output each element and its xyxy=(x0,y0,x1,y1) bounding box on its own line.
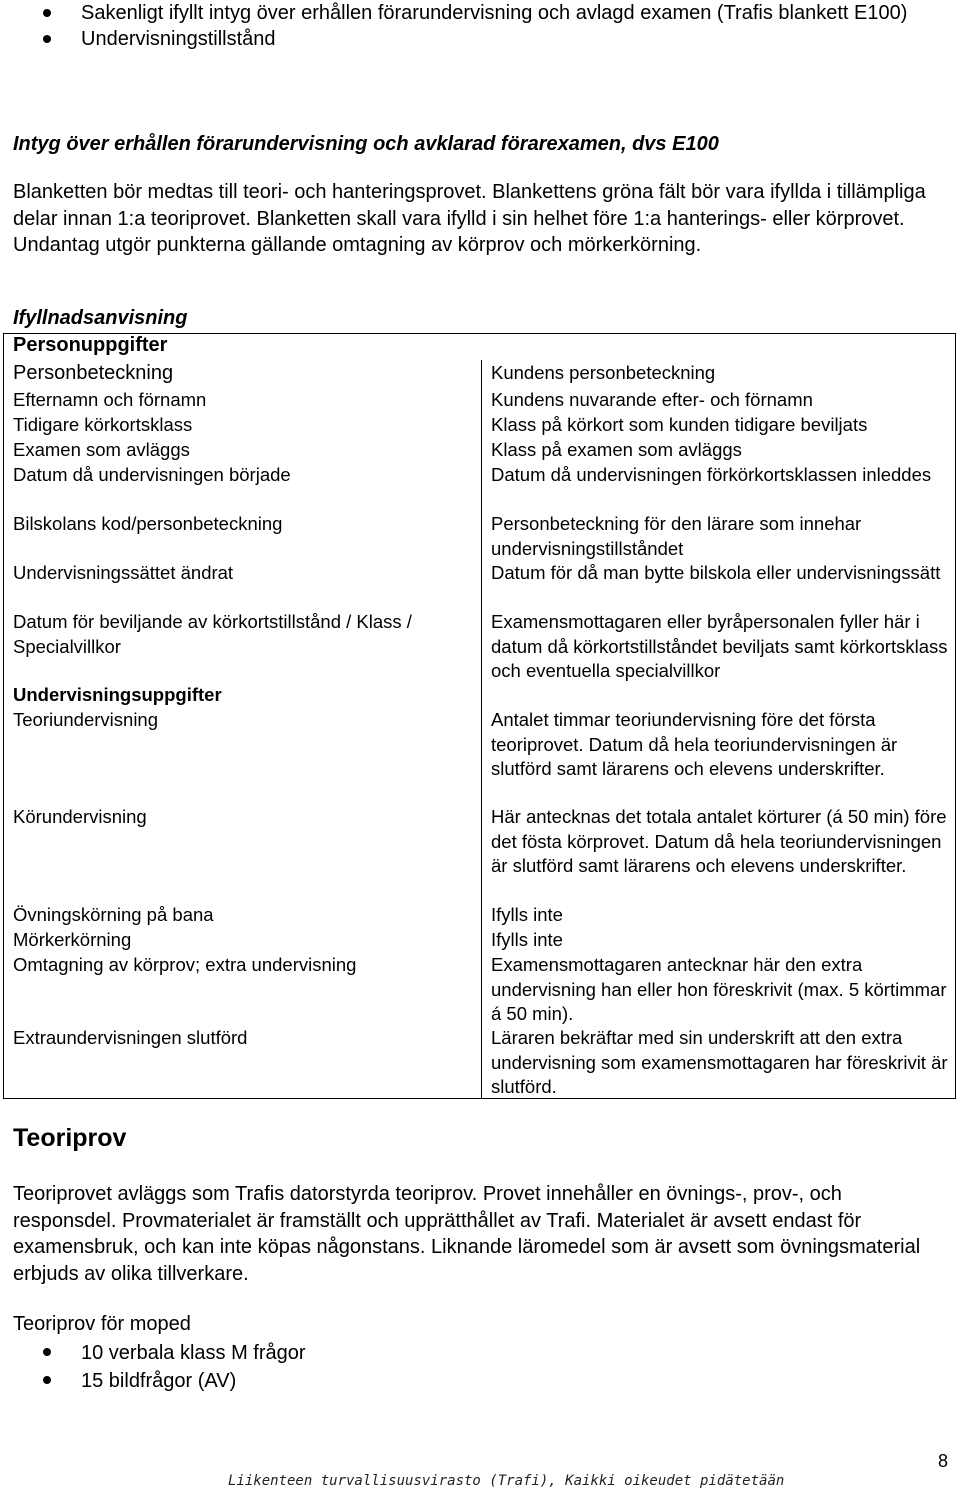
field-description: Kundens nuvarande efter- och förnamn xyxy=(491,389,813,410)
field-label: Bilskolans kod/personbeteckning xyxy=(13,513,283,534)
intyg-paragraph: Blanketten bör medtas till teori- och hanteringsprovet. Blankettens gröna fält bör vara ifyllda i tillämpliga delar innan 1:a teoriprovet. Blanketten skall vara ifylld i sin helhet före 1:a hanterings- eller körprovet. Undantag utgör punkterna gällande omtagning av körprov och mörkerkörning. xyxy=(13,181,926,256)
field-label: Undervisningssättet ändrat xyxy=(13,562,234,583)
list-item: 10 verbala klass M frågor xyxy=(0,1339,306,1367)
instructions-title: Ifyllnadsanvisning xyxy=(13,307,188,329)
field-description: Examensmottagaren antecknar här den extra undervisning han eller hon föreskrivit (max. 5 körtimmar á 50 min). xyxy=(491,954,947,1024)
field-label: Datum då undervisningen började xyxy=(13,464,291,485)
teoriprov-paragraph: Teoriprovet avläggs som Trafis datorstyrda teoriprov. Provet innehåller en övnings-, prov-, och responsdel. Provmaterialet är framställt och upprätthållet av Trafi. Materialet är avsett endast för examensbruk, och kan inte köpas någonstans. Liknande läromedel som är avsett som övningsmaterial erbjuds av olika tillverkare. xyxy=(13,1183,921,1285)
requirements-list xyxy=(0,0,907,52)
table-column-divider xyxy=(481,360,482,1099)
intyg-heading: Intyg över erhållen förarundervisning och avklarad förarexamen, dvs E100 xyxy=(13,133,719,155)
field-description: Ifylls inte xyxy=(491,904,563,925)
field-description: Här antecknas det totala antalet körturer (á 50 min) före det fösta körprovet. Datum då hela teoriundervisningen är slutförd samt lärarens och elevens underskrifter. xyxy=(491,806,947,876)
field-label: Personbeteckning xyxy=(13,362,174,384)
field-label: Datum för beviljande av körkortstillstånd / Klass / Specialvillkor xyxy=(13,611,412,657)
field-label: Efternamn och förnamn xyxy=(13,389,207,410)
field-description: Datum för då man bytte bilskola eller undervisningssätt xyxy=(491,562,941,583)
page-number: 8 xyxy=(938,1451,949,1471)
list-item: Sakenligt ifyllt intyg över erhållen förarundervisning och avlagd examen (Trafis blankett E100) xyxy=(0,0,907,26)
field-description: Datum då undervisningen förkörkortsklassen inleddes xyxy=(491,464,932,485)
field-description: Antalet timmar teoriundervisning före det första teoriprovet. Datum då hela teoriundervisningen är slutförd samt lärarens och elevens underskrifter. xyxy=(491,709,898,779)
field-label: Examen som avläggs xyxy=(13,439,190,460)
field-label: Teoriundervisning xyxy=(13,709,159,730)
field-label: Tidigare körkortsklass xyxy=(13,414,193,435)
section-heading-teaching: Undervisningsuppgifter xyxy=(13,684,222,705)
field-label: Mörkerkörning xyxy=(13,929,132,950)
field-description: Läraren bekräftar med sin underskrift att den extra undervisning som examensmottagaren har föreskrivit är slutförd. xyxy=(491,1027,948,1097)
section-heading-personal: Personuppgifter xyxy=(13,334,168,356)
field-label: Omtagning av körprov; extra undervisning xyxy=(13,954,357,975)
field-description: Klass på examen som avläggs xyxy=(491,439,742,460)
field-description: Klass på körkort som kunden tidigare beviljats xyxy=(491,414,868,435)
field-label: Körundervisning xyxy=(13,806,147,827)
field-description: Ifylls inte xyxy=(491,929,563,950)
footer-copyright: Liikenteen turvallisuusvirasto (Trafi), Kaikki oikeudet pidätetään xyxy=(228,1473,785,1489)
field-description: Personbeteckning för den lärare som innehar undervisningstillståndet xyxy=(491,513,862,559)
moped-question-list xyxy=(0,1339,306,1395)
field-label: Övningskörning på bana xyxy=(13,904,214,925)
field-description: Kundens personbeteckning xyxy=(491,362,716,383)
field-label: Extraundervisningen slutförd xyxy=(13,1027,248,1048)
moped-title: Teoriprov för moped xyxy=(13,1313,191,1335)
list-item: 15 bildfrågor (AV) xyxy=(0,1367,306,1395)
teoriprov-heading: Teoriprov xyxy=(13,1124,127,1152)
field-description: Examensmottagaren eller byråpersonalen fyller här i datum då körkortstillståndet beviljats samt körkortsklass och eventuella specialvillkor xyxy=(491,611,948,681)
list-item: Undervisningstillstånd xyxy=(0,26,907,52)
